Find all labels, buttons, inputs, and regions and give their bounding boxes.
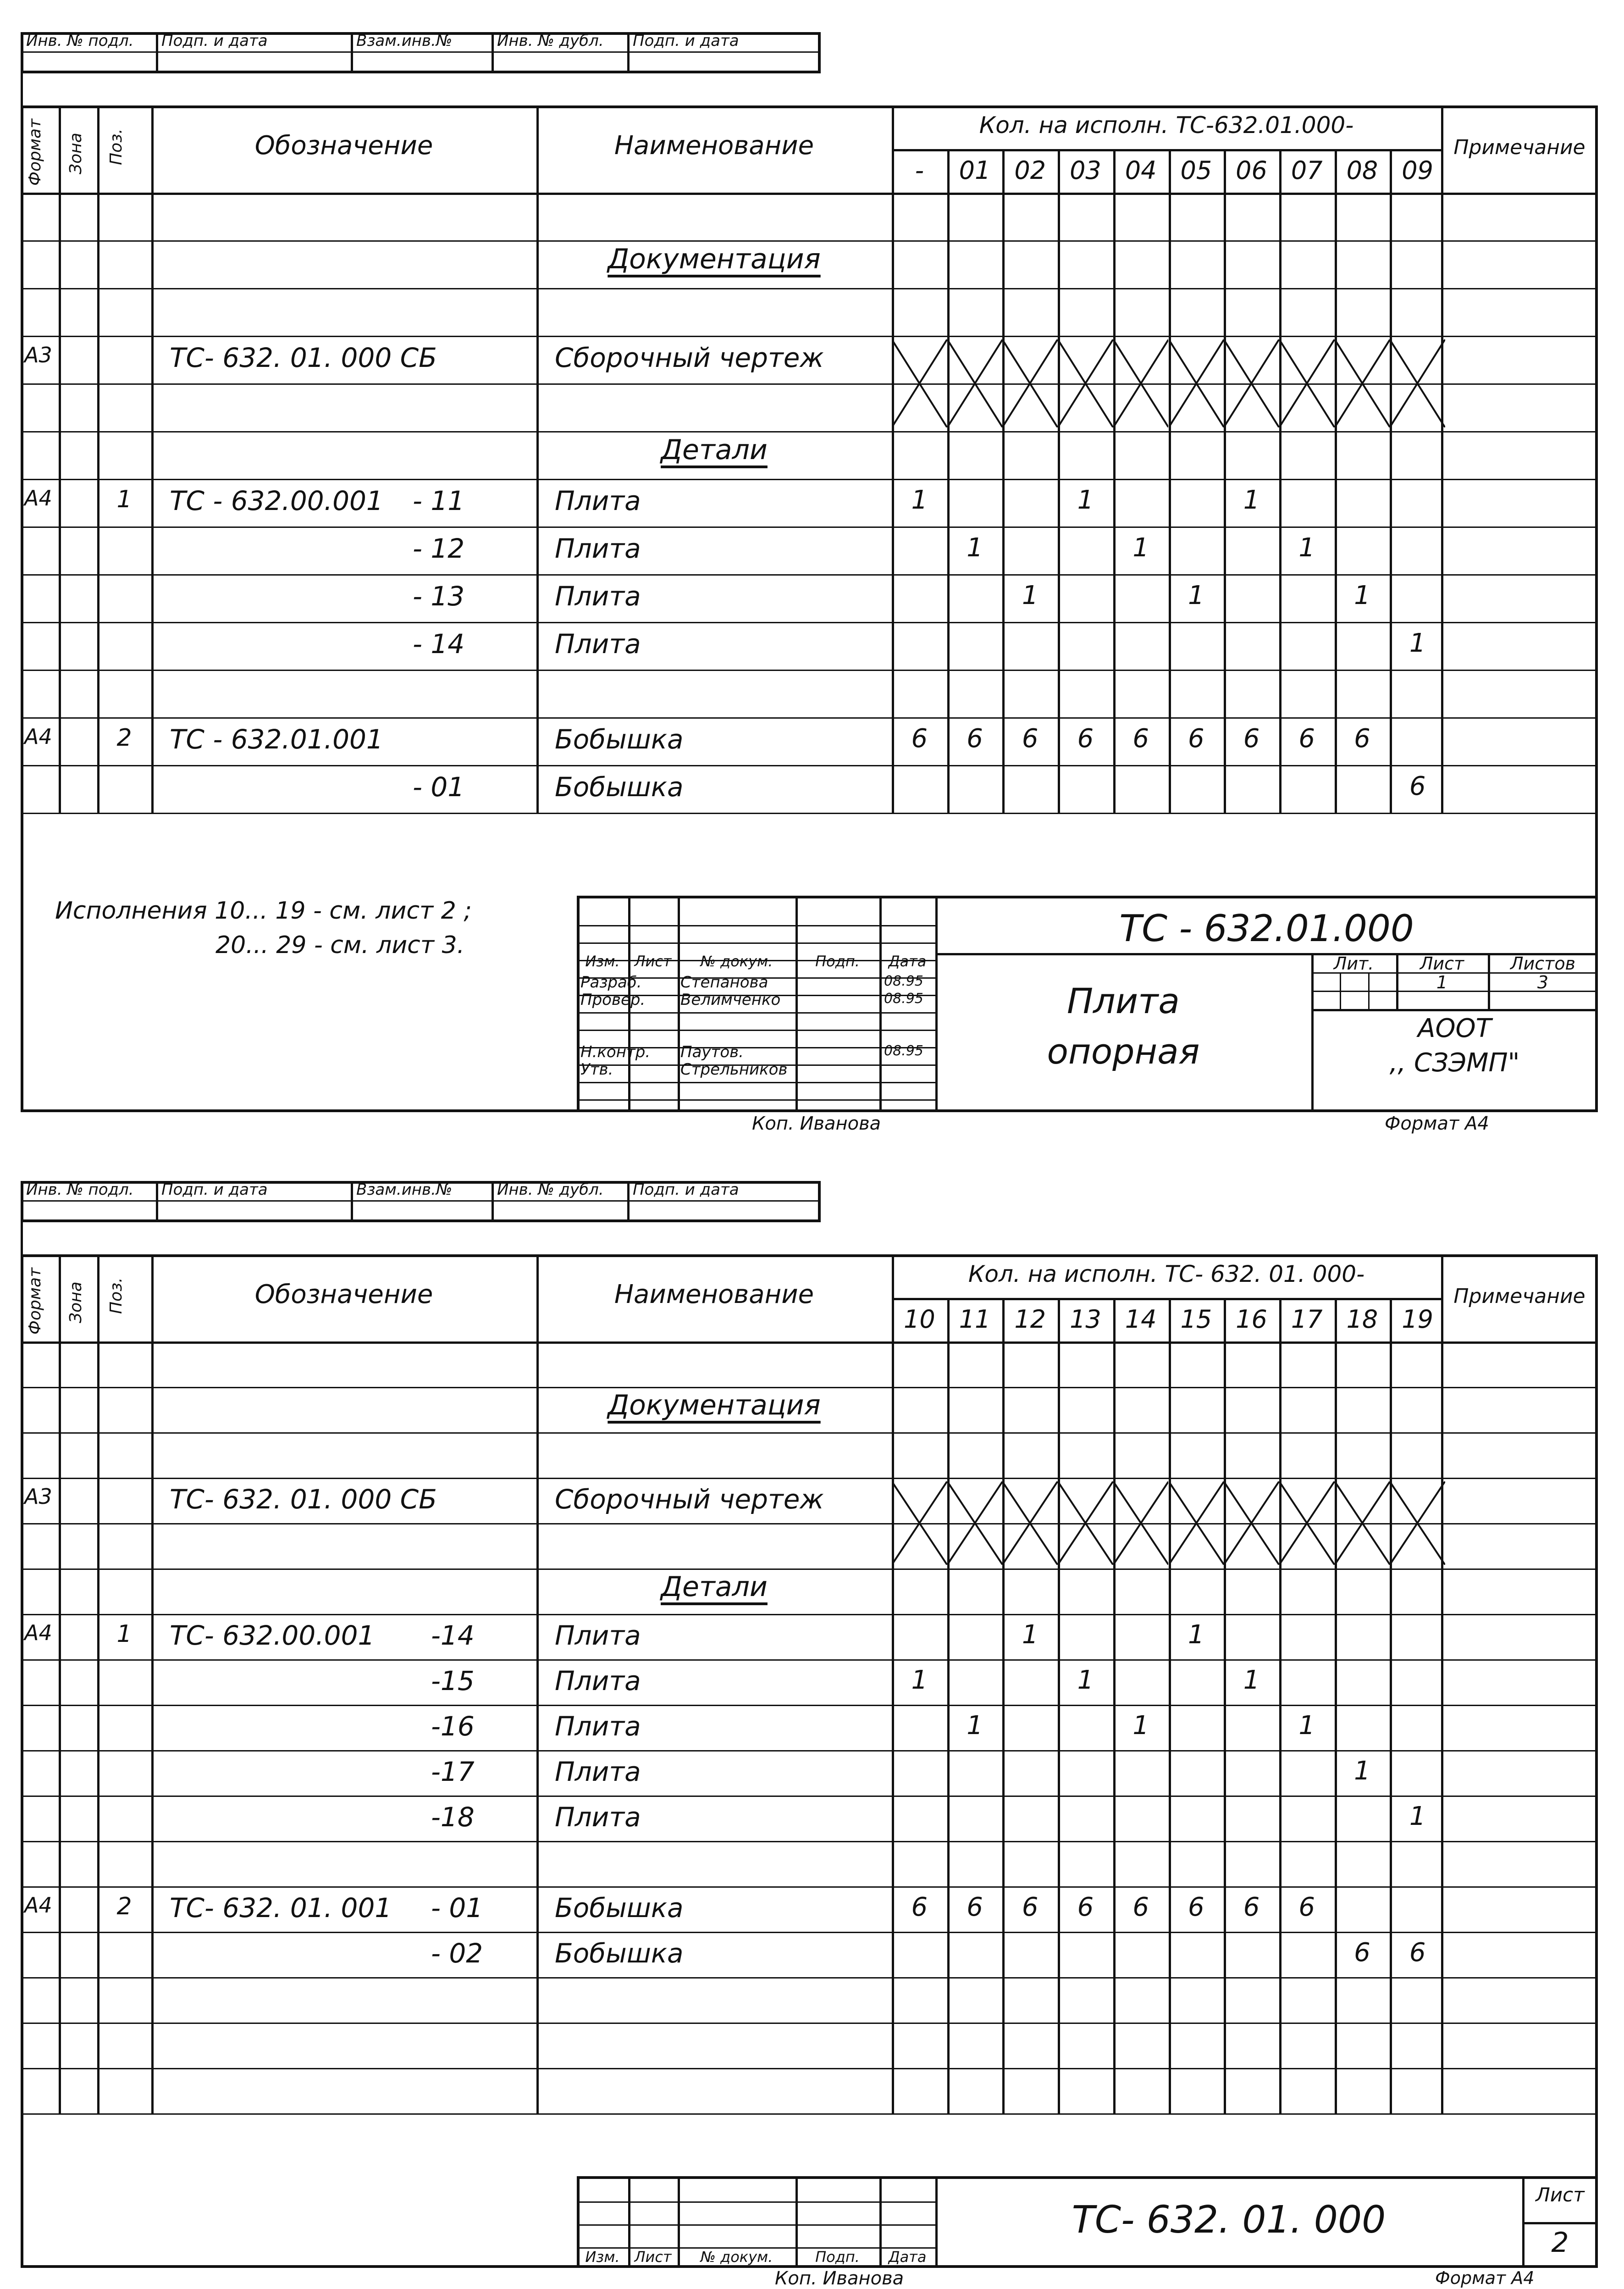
row-line bbox=[21, 1841, 1598, 1842]
cell-designation-suffix: - 01 bbox=[431, 1892, 483, 1923]
note-variants-2: 20... 29 - см. лист 3. bbox=[215, 931, 465, 959]
qty-cross-mark bbox=[947, 339, 1003, 427]
header-qty-col: 14 bbox=[1125, 1305, 1157, 1334]
lit-caption: Лит. bbox=[1333, 953, 1374, 974]
section-title: Документация bbox=[608, 243, 821, 275]
title-col-caption: Подп. bbox=[815, 2248, 860, 2266]
stamp-label: Подп. и дата bbox=[161, 1181, 268, 1199]
header-qty-col: 12 bbox=[1014, 1305, 1046, 1334]
title-col-caption: Изм. bbox=[585, 953, 620, 970]
title-col-divider bbox=[879, 896, 882, 1112]
cell-format: А4 bbox=[24, 1620, 52, 1645]
cell-designation-suffix: - 11 bbox=[413, 485, 465, 516]
row-line bbox=[21, 479, 1598, 480]
sheet-box-line bbox=[1522, 2222, 1598, 2224]
cell-qty: 1 bbox=[1022, 580, 1038, 610]
cell-qty: 1 bbox=[911, 1665, 928, 1695]
qty-cross-mark bbox=[1335, 339, 1390, 427]
margin-line bbox=[21, 73, 23, 105]
header-qty-col: 13 bbox=[1070, 1305, 1101, 1334]
cell-designation-suffix: - 01 bbox=[413, 771, 465, 803]
row-line bbox=[21, 813, 1598, 814]
cell-qty: 6 bbox=[1077, 723, 1094, 754]
header-qty-col: 10 bbox=[903, 1305, 935, 1334]
cell-qty: 1 bbox=[1409, 1801, 1426, 1831]
qty-cross-mark bbox=[1279, 339, 1335, 427]
cell-format: А3 bbox=[24, 342, 52, 367]
row-line bbox=[21, 1977, 1598, 1979]
stamp-col-divider bbox=[351, 1181, 353, 1222]
cell-qty: 1 bbox=[967, 1710, 983, 1740]
cell-qty: 6 bbox=[1298, 723, 1315, 754]
qty-cross-mark bbox=[892, 339, 947, 427]
qty-header-divider bbox=[892, 1298, 1441, 1300]
header-qty-col: 18 bbox=[1346, 1305, 1378, 1334]
cell-qty: 1 bbox=[1077, 1665, 1094, 1695]
row-line bbox=[21, 1796, 1598, 1797]
cell-format: А3 bbox=[24, 1484, 52, 1509]
cell-qty: 6 bbox=[1354, 723, 1370, 754]
title-row-line bbox=[577, 925, 935, 926]
cell-qty: 1 bbox=[967, 532, 983, 563]
stamp-label: Подп. и дата bbox=[161, 32, 268, 50]
qty-cross-mark bbox=[1002, 1481, 1058, 1565]
row-line bbox=[21, 336, 1598, 337]
row-line bbox=[21, 765, 1598, 766]
part-title-2: опорная bbox=[1047, 1031, 1200, 1072]
cell-qty: 6 bbox=[1243, 723, 1260, 754]
title-col-caption: Подп. bbox=[815, 953, 860, 970]
copied-by: Коп. Иванова bbox=[752, 1113, 881, 1134]
header-zone: Зона bbox=[66, 133, 85, 174]
stamp-divider bbox=[21, 1200, 821, 1202]
row-line bbox=[21, 2023, 1598, 2024]
cell-qty: 1 bbox=[1409, 628, 1426, 658]
cell-name: Плита bbox=[555, 485, 641, 516]
stamp-label: Взам.инв.№ bbox=[356, 1181, 453, 1199]
cell-designation-suffix: -16 bbox=[431, 1710, 475, 1742]
cell-name: Плита bbox=[555, 628, 641, 660]
row-line bbox=[21, 1750, 1598, 1751]
cell-qty: 1 bbox=[911, 485, 928, 515]
title-person: Степанова bbox=[680, 973, 768, 992]
title-person: Паутов. bbox=[680, 1043, 744, 1061]
row-line bbox=[21, 1932, 1598, 1933]
qty-col-divider bbox=[1279, 149, 1282, 813]
cell-name: Бобышка bbox=[555, 723, 684, 755]
stamp-col-divider bbox=[492, 32, 494, 73]
column-divider bbox=[59, 105, 61, 813]
row-line bbox=[21, 527, 1598, 528]
column-divider bbox=[1441, 1254, 1443, 2113]
cell-designation-suffix: -18 bbox=[431, 1801, 475, 1833]
qty-cross-mark bbox=[947, 1481, 1003, 1565]
cell-name: Бобышка bbox=[555, 771, 684, 803]
header-qty-title: Кол. на исполн. ТС- 632. 01. 000- bbox=[968, 1261, 1365, 1287]
qty-col-divider bbox=[1335, 149, 1337, 813]
title-date: 08.95 bbox=[884, 991, 923, 1007]
cell-name: Плита bbox=[555, 1756, 641, 1787]
qty-cross-mark bbox=[1390, 339, 1445, 427]
cell-designation-suffix: - 02 bbox=[431, 1937, 483, 1969]
organization-1: АООТ bbox=[1418, 1014, 1491, 1043]
lit-row-line bbox=[1311, 1009, 1598, 1011]
cell-designation: ТС - 632.00.001 bbox=[170, 485, 383, 516]
cell-qty: 1 bbox=[1132, 1710, 1149, 1740]
title-col-caption: № докум. bbox=[700, 2248, 773, 2266]
cell-qty: 6 bbox=[1409, 771, 1426, 801]
header-qty-col: 07 bbox=[1291, 156, 1323, 185]
qty-col-divider bbox=[1224, 149, 1226, 813]
stamp-col-divider bbox=[627, 1181, 630, 1222]
cell-qty: 6 bbox=[911, 1892, 928, 1922]
cell-qty: 6 bbox=[1409, 1937, 1426, 1968]
document-code-2: ТС- 632. 01. 000 bbox=[1072, 2198, 1386, 2242]
header-qty-col: 17 bbox=[1291, 1305, 1323, 1334]
row-line bbox=[21, 2068, 1598, 2069]
qty-cross-mark bbox=[1113, 339, 1169, 427]
cell-format: А4 bbox=[24, 724, 52, 749]
cell-qty: 1 bbox=[1077, 485, 1094, 515]
row-line bbox=[21, 240, 1598, 242]
section-title: Документация bbox=[608, 1389, 821, 1421]
document-code: ТС - 632.01.000 bbox=[1119, 907, 1414, 950]
qty-cross-mark bbox=[1335, 1481, 1390, 1565]
stamp-divider bbox=[21, 51, 821, 53]
cell-qty: 6 bbox=[1354, 1937, 1370, 1968]
qty-cross-mark bbox=[1169, 339, 1224, 427]
title-role: Провер. bbox=[580, 991, 646, 1009]
organization-2: ,, СЗЭМП" bbox=[1389, 1048, 1520, 1078]
header-note: Примечание bbox=[1453, 1285, 1585, 1308]
title-col-caption: Дата bbox=[888, 953, 927, 970]
header-pos: Поз. bbox=[107, 1277, 126, 1314]
stamp-col-divider bbox=[492, 1181, 494, 1222]
title-date: 08.95 bbox=[884, 1043, 923, 1059]
title-col-caption: Лист bbox=[634, 953, 672, 970]
qty-cross-mark bbox=[892, 1481, 947, 1565]
header-qty-col: 04 bbox=[1125, 156, 1157, 185]
copied-by-2: Коп. Иванова bbox=[775, 2268, 904, 2289]
title-role: Н.контр. bbox=[580, 1043, 651, 1061]
qty-header-divider bbox=[892, 149, 1441, 151]
title-col-divider bbox=[678, 896, 680, 1112]
cell-name: Бобышка bbox=[555, 1892, 684, 1923]
qty-col-divider bbox=[1169, 149, 1171, 813]
cell-qty: 6 bbox=[1188, 723, 1204, 754]
cell-qty: 6 bbox=[911, 723, 928, 754]
title-col-caption: Изм. bbox=[585, 2248, 620, 2266]
qty-cross-mark bbox=[1279, 1481, 1335, 1565]
cell-qty: 1 bbox=[1132, 532, 1149, 563]
title-col-caption: Лист bbox=[634, 2248, 672, 2266]
row-line bbox=[21, 1387, 1598, 1388]
row-line bbox=[21, 670, 1598, 671]
stamp-col-divider bbox=[627, 32, 630, 73]
cell-qty: 6 bbox=[1188, 1892, 1204, 1922]
cell-designation-suffix: -17 bbox=[431, 1756, 475, 1787]
cell-qty: 6 bbox=[1298, 1892, 1315, 1922]
header-zone: Зона bbox=[66, 1281, 85, 1323]
sheet-caption: Лист bbox=[1420, 953, 1464, 974]
title-role: Утв. bbox=[580, 1060, 613, 1079]
title-col-divider bbox=[795, 896, 798, 1112]
section-title: Детали bbox=[661, 433, 768, 466]
stamp-col-divider bbox=[156, 1181, 158, 1222]
column-divider bbox=[151, 105, 154, 813]
sheets-caption: Листов bbox=[1510, 953, 1575, 974]
cell-name: Плита bbox=[555, 1710, 641, 1742]
header-designation: Обозначение bbox=[254, 1280, 433, 1309]
note-variants-1: Исполнения 10... 19 - см. лист 2 ; bbox=[55, 897, 472, 925]
cell-designation: ТС- 632. 01. 000 СБ bbox=[170, 342, 437, 373]
cell-qty: 1 bbox=[1243, 1665, 1260, 1695]
row-line bbox=[21, 2113, 1598, 2115]
cell-name: Плита bbox=[555, 1619, 641, 1651]
qty-cross-mark bbox=[1390, 1481, 1445, 1565]
sheets-total: 3 bbox=[1537, 972, 1549, 992]
row-line bbox=[21, 622, 1598, 623]
qty-cross-mark bbox=[1224, 339, 1279, 427]
qty-cross-mark bbox=[1058, 339, 1113, 427]
row-line bbox=[21, 1478, 1598, 1479]
qty-col-divider bbox=[1058, 149, 1060, 813]
cell-qty: 1 bbox=[1188, 580, 1204, 610]
header-qty-col: 01 bbox=[959, 156, 991, 185]
title-person: Велимченко bbox=[680, 991, 781, 1009]
header-qty-col: 19 bbox=[1402, 1305, 1433, 1334]
header-pos: Поз. bbox=[107, 128, 126, 165]
cell-qty: 1 bbox=[1298, 1710, 1315, 1740]
header-qty-col: 11 bbox=[959, 1305, 991, 1334]
qty-col-divider bbox=[1390, 149, 1392, 813]
header-qty-col: 06 bbox=[1236, 156, 1267, 185]
row-line bbox=[21, 1568, 1598, 1570]
row-line bbox=[21, 1705, 1598, 1706]
stamp-label: Инв. № подл. bbox=[26, 32, 134, 50]
column-divider bbox=[97, 1254, 99, 2113]
column-divider bbox=[536, 1254, 539, 2113]
column-divider bbox=[1441, 105, 1443, 813]
sheet-caption-2: Лист bbox=[1536, 2184, 1585, 2206]
stamp-label: Взам.инв.№ bbox=[356, 32, 453, 50]
column-divider bbox=[97, 105, 99, 813]
lit-col-divider bbox=[1368, 972, 1370, 1009]
qty-cross-mark bbox=[1002, 339, 1058, 427]
cell-qty: 6 bbox=[1132, 723, 1149, 754]
cell-name: Сборочный чертеж bbox=[555, 1483, 824, 1515]
title-col-caption: Дата bbox=[888, 2248, 927, 2266]
title-row-line bbox=[577, 942, 935, 944]
cell-qty: 1 bbox=[1354, 1756, 1370, 1786]
stamp-label: Инв. № подл. bbox=[26, 1181, 134, 1199]
stamp-label: Инв. № дубл. bbox=[497, 32, 604, 50]
header-format: Формат bbox=[26, 1267, 44, 1335]
format-label: Формат А4 bbox=[1385, 1113, 1489, 1134]
cell-qty: 1 bbox=[1298, 532, 1315, 563]
stamp-label: Инв. № дубл. bbox=[497, 1181, 604, 1199]
header-note: Примечание bbox=[1453, 136, 1585, 159]
cell-qty: 6 bbox=[967, 1892, 983, 1922]
title-row-line bbox=[577, 1082, 935, 1083]
header-qty-col: 15 bbox=[1180, 1305, 1212, 1334]
cell-position: 1 bbox=[116, 1620, 132, 1648]
header-qty-col: 05 bbox=[1180, 156, 1212, 185]
cell-qty: 6 bbox=[1132, 1892, 1149, 1922]
cell-format: А4 bbox=[24, 485, 52, 510]
header-name: Наименование bbox=[614, 131, 814, 161]
header-qty-col: 16 bbox=[1236, 1305, 1267, 1334]
cell-qty: 6 bbox=[967, 723, 983, 754]
row-line bbox=[21, 717, 1598, 719]
qty-col-divider bbox=[947, 149, 950, 813]
cell-qty: 6 bbox=[1077, 1892, 1094, 1922]
cell-designation-suffix: -15 bbox=[431, 1665, 475, 1696]
margin-line bbox=[21, 1222, 23, 1254]
header-format: Формат bbox=[26, 118, 44, 186]
format-label-2: Формат А4 bbox=[1435, 2268, 1535, 2288]
stamp-col-divider bbox=[156, 32, 158, 73]
cell-qty: 1 bbox=[1188, 1619, 1204, 1650]
title-row-line bbox=[577, 2201, 935, 2203]
cell-designation: ТС- 632.00.001 bbox=[170, 1619, 375, 1651]
title-person: Стрельников bbox=[680, 1060, 788, 1079]
header-qty-col: 08 bbox=[1346, 156, 1378, 185]
cell-qty: 1 bbox=[1243, 485, 1260, 515]
cell-designation-suffix: - 14 bbox=[413, 628, 465, 660]
title-row-line bbox=[577, 1099, 935, 1101]
row-line bbox=[21, 1659, 1598, 1661]
cell-position: 2 bbox=[116, 724, 132, 752]
cell-designation-suffix: -14 bbox=[431, 1619, 475, 1651]
cell-designation: ТС - 632.01.001 bbox=[170, 723, 383, 755]
title-role: Разраб. bbox=[580, 973, 642, 992]
column-divider bbox=[151, 1254, 154, 2113]
cell-name: Плита bbox=[555, 1665, 641, 1696]
cell-position: 1 bbox=[116, 485, 132, 513]
qty-col-divider bbox=[1002, 149, 1005, 813]
header-bottom bbox=[21, 193, 1598, 195]
cell-format: А4 bbox=[24, 1892, 52, 1918]
header-qty-col: 09 bbox=[1402, 156, 1433, 185]
stamp-label: Подп. и дата bbox=[633, 32, 739, 50]
column-divider bbox=[59, 1254, 61, 2113]
qty-cross-mark bbox=[1169, 1481, 1224, 1565]
title-col-caption: № докум. bbox=[700, 953, 773, 970]
cell-name: Плита bbox=[555, 532, 641, 564]
cell-name: Сборочный чертеж bbox=[555, 342, 824, 373]
title-row-line bbox=[577, 1030, 935, 1031]
qty-cross-mark bbox=[1113, 1481, 1169, 1565]
row-line bbox=[21, 431, 1598, 432]
cell-designation-suffix: - 12 bbox=[413, 532, 465, 564]
header-qty-title: Кол. на исполн. ТС-632.01.000- bbox=[979, 112, 1354, 139]
cell-qty: 6 bbox=[1243, 1892, 1260, 1922]
part-title-1: Плита bbox=[1067, 981, 1180, 1021]
cell-position: 2 bbox=[116, 1892, 132, 1920]
cell-designation-suffix: - 13 bbox=[413, 580, 465, 612]
cell-designation: ТС- 632. 01. 000 СБ bbox=[170, 1483, 437, 1515]
section-title: Детали bbox=[661, 1570, 768, 1603]
cell-name: Бобышка bbox=[555, 1937, 684, 1969]
cell-designation: ТС- 632. 01. 001 bbox=[170, 1892, 392, 1923]
cell-qty: 6 bbox=[1022, 723, 1038, 754]
header-name: Наименование bbox=[614, 1280, 814, 1309]
row-line bbox=[21, 1614, 1598, 1615]
sheet-number: 1 bbox=[1436, 972, 1448, 992]
qty-col-divider bbox=[1113, 149, 1116, 813]
header-qty-col: 03 bbox=[1070, 156, 1101, 185]
column-divider bbox=[892, 105, 894, 813]
row-line bbox=[21, 574, 1598, 576]
cell-qty: 6 bbox=[1022, 1892, 1038, 1922]
row-line bbox=[21, 1432, 1598, 1434]
row-line bbox=[21, 1886, 1598, 1888]
stamp-label: Подп. и дата bbox=[633, 1181, 739, 1199]
header-qty-col: - bbox=[915, 156, 924, 185]
stamp-col-divider bbox=[351, 32, 353, 73]
qty-cross-mark bbox=[1058, 1481, 1113, 1565]
cell-name: Плита bbox=[555, 1801, 641, 1833]
title-row-line bbox=[577, 1012, 935, 1014]
qty-cross-mark bbox=[1224, 1481, 1279, 1565]
row-line bbox=[21, 288, 1598, 289]
title-row-line bbox=[577, 2224, 935, 2226]
cell-qty: 1 bbox=[1022, 1619, 1038, 1650]
sheet-number-2: 2 bbox=[1551, 2227, 1569, 2259]
header-bottom bbox=[21, 1341, 1598, 1344]
title-date: 08.95 bbox=[884, 973, 923, 989]
cell-name: Плита bbox=[555, 580, 641, 612]
header-designation: Обозначение bbox=[254, 131, 433, 161]
lit-col-divider bbox=[1340, 972, 1341, 1009]
cell-qty: 1 bbox=[1354, 580, 1370, 610]
header-qty-col: 02 bbox=[1014, 156, 1046, 185]
